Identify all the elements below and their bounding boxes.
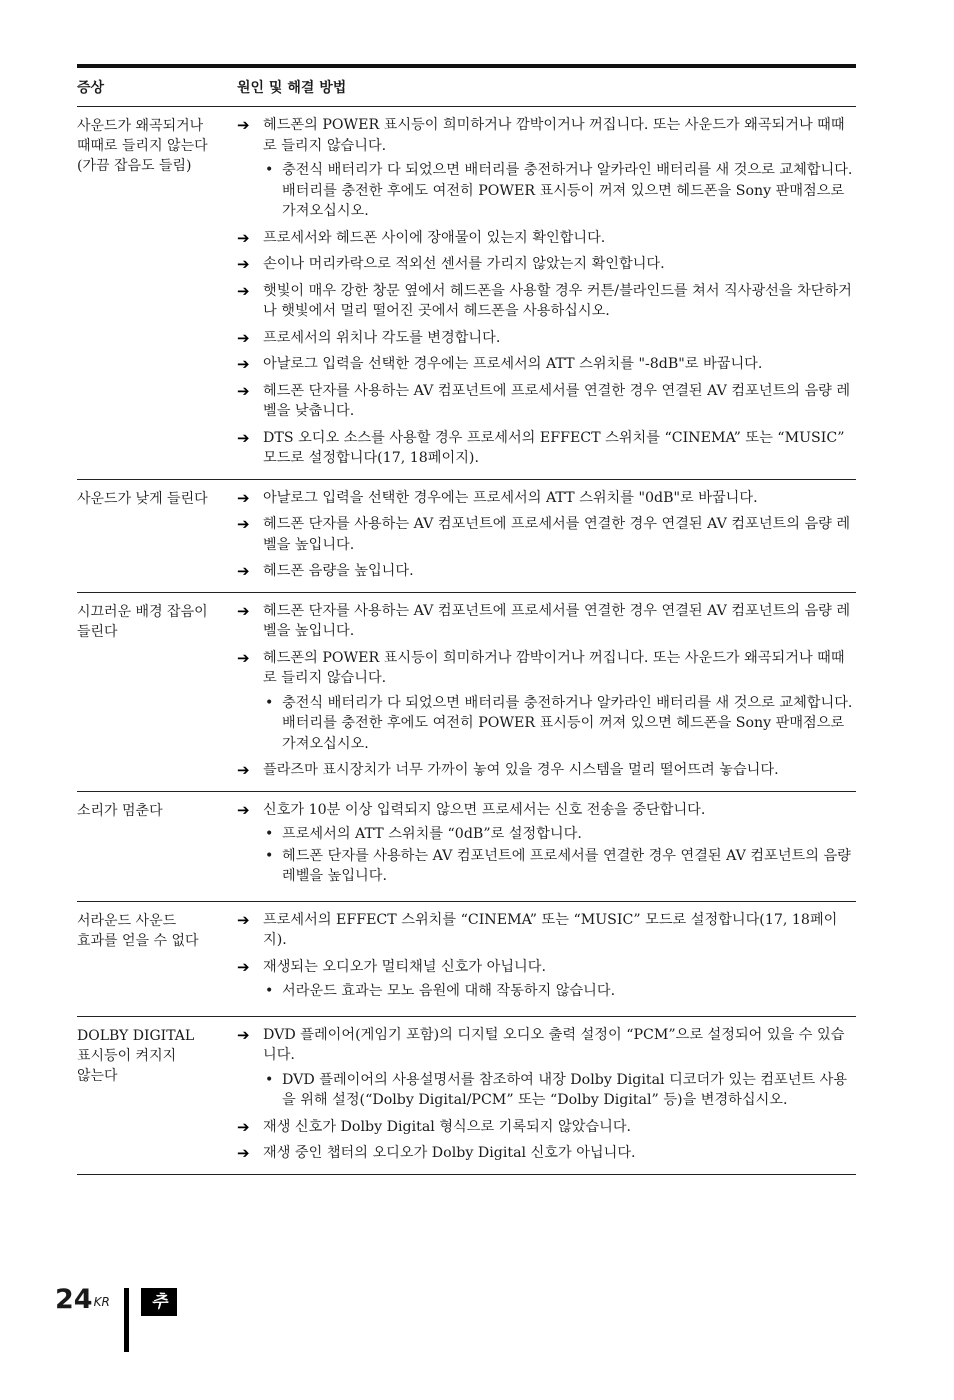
symptom-line: DOLBY DIGITAL [77,1027,195,1044]
solution-item [237,648,856,689]
page-suffix: KR [93,1295,110,1309]
arrow-right-icon: ➔ [237,1117,250,1136]
symptom-line: (가끔 잡음도 들림) [77,158,192,174]
solution-text: 프로세서와 헤드폰 사이에 장애물이 있는지 확인합니다. [263,229,606,246]
sub-item [263,160,856,222]
footer-divider [124,1288,129,1352]
solution-text: 헤드폰 단자를 사용하는 AV 컴포넌트에 프로세서를 연결한 경우 연결된 AV 컴포넌트의 음량 레벨을 높입니다. [263,516,851,553]
solution-cell [237,488,856,584]
sub-item [263,824,856,845]
symptom-line: 사운드가 왜곡되거나 [77,118,204,134]
solution-cell [237,800,856,893]
table-body [77,107,856,1175]
arrow-right-icon: ➔ [237,648,250,667]
table-row [77,107,856,480]
solution-item [237,800,856,821]
symptom-cell [77,115,237,471]
solution-item [237,1025,856,1066]
table-row [77,1017,856,1175]
arrow-right-icon: ➔ [237,428,250,447]
solution-text: 프로세서의 EFFECT 스위치를 “CINEMA” 또는 “MUSIC” 모드로 설정합니다(17, 18페이지). [263,911,838,948]
solution-cell [237,115,856,471]
arrow-right-icon: ➔ [237,116,250,134]
symptom-cell [77,910,237,1008]
sub-text: 충전식 배터리가 다 되었으면 배터리를 충전하거나 알카라인 배터리를 새 것으로 교체합니다. 배터리를 충전한 후에도 여전히 POWER 표시등이 꺼져 있으면 헤드폰을 Sony 판매점으로 가져오십시오. [282,162,853,219]
solution-item [237,760,856,781]
solution-item [237,514,856,555]
sub-item [263,1070,856,1111]
solution-cell [237,601,856,783]
bullet-icon: • [265,694,274,711]
sub-list [263,1070,856,1111]
table-row [77,480,856,593]
solution-item [237,488,856,509]
symptom-cell [77,800,237,893]
symptom-line: 시끄러운 배경 잡음이 [77,603,208,620]
solution-text: 헤드폰의 POWER 표시등이 희미하거나 깜박이거나 꺼집니다. 또는 사운드가 왜곡되거나 때때로 들리지 않습니다. [263,649,845,686]
arrow-right-icon: ➔ [237,910,250,929]
solution-text: 프로세서의 위치나 각도를 변경합니다. [263,329,501,346]
sub-text: 프로세서의 ATT 스위치를 “0dB”로 설정합니다. [282,826,582,842]
sub-list [263,693,856,755]
arrow-right-icon: ➔ [237,957,250,976]
symptom-cell [77,601,237,783]
solution-cell [237,910,856,1008]
symptom-line: 들린다 [77,623,118,640]
solution-item [237,328,856,349]
arrow-right-icon: ➔ [237,800,250,819]
page-number: $24^{KR}$ [55,1284,110,1315]
sub-list [263,981,856,1002]
troubleshooting-table [77,64,856,1175]
solution-text: DVD 플레이어(게임기 포함)의 디지털 오디오 출력 설정이 “PCM”으로 설정되어 있을 수 있습니다. [263,1026,845,1063]
symptom-line: 소리가 멈춘다 [77,802,163,819]
table-row [77,792,856,902]
bullet-icon: • [265,847,274,864]
solution-text: 헤드폰 단자를 사용하는 AV 컴포넌트에 프로세서를 연결한 경우 연결된 AV 컴포넌트의 음량 레벨을 높입니다. [263,602,851,639]
bullet-icon: • [265,826,274,842]
solution-text: 아날로그 입력을 선택한 경우에는 프로세서의 ATT 스위치를 "-8dB"로 바꿉니다. [263,356,763,372]
solution-text: 햇빛이 매우 강한 창문 옆에서 헤드폰을 사용할 경우 커튼/블라인드를 쳐서 직사광선을 차단하거나 햇빛에서 멀리 떨어진 곳에서 헤드폰을 사용하십시오. [263,282,852,319]
sub-text: DVD 플레이어의 사용설명서를 참조하여 내장 Dolby Digital 디코더가 있는 컴포넌트 사용을 위해 설정(“Dolby Digital/PCM” 또는 “Dolby Digital” 등)을 변경하십시오. [282,1071,848,1108]
solution-item [237,957,856,978]
header-solution: 원인 및 해결 방법 [237,80,347,96]
sub-item [263,846,856,887]
sub-list [263,824,856,887]
bullet-icon: • [265,983,274,999]
sub-text: 헤드폰 단자를 사용하는 AV 컴포넌트에 프로세서를 연결한 경우 연결된 AV 컴포넌트의 음량 레벨을 높입니다. [282,847,851,884]
arrow-right-icon: ➔ [237,1144,250,1162]
arrow-right-icon: ➔ [237,515,250,533]
solution-item [237,228,856,249]
section-badge: 추가 정보 [141,1288,177,1316]
arrow-right-icon: ➔ [237,228,250,247]
symptom-line: 때때로 들리지 않는다 [77,138,208,154]
solution-text: 신호가 10분 이상 입력되지 않으면 프로세서는 신호 전송을 중단합니다. [263,801,706,818]
symptom-cell [77,488,237,584]
solution-text: 헤드폰의 POWER 표시등이 희미하거나 깜박이거나 꺼집니다. 또는 사운드가 왜곡되거나 때때로 들리지 않습니다. [263,117,845,154]
bullet-icon: • [265,162,274,178]
table-row [77,593,856,792]
arrow-right-icon: ➔ [237,381,250,400]
symptom-line: 효과를 얻을 수 없다 [77,932,199,949]
solution-item [237,354,856,375]
solution-text: 손이나 머리카락으로 적외선 센서를 가리지 않았는지 확인합니다. [263,256,665,272]
sub-list [263,160,856,222]
solution-item [237,601,856,642]
solution-item [237,115,856,156]
symptom-cell [77,1025,237,1166]
solution-cell [237,1025,856,1166]
table-header [77,68,856,107]
solution-text: 재생되는 오디오가 멀티채널 신호가 아닙니다. [263,958,546,975]
symptom-line: 표시등이 켜지지 [77,1047,177,1064]
symptom-line: 서라운드 사운드 [77,912,177,929]
solution-item [237,1117,856,1138]
solution-text: 아날로그 입력을 선택한 경우에는 프로세서의 ATT 스위치를 "0dB"로 바꿉니다. [263,489,758,506]
symptom-line: 사운드가 낮게 들린다 [77,490,208,507]
solution-text: DTS 오디오 소스를 사용할 경우 프로세서의 EFFECT 스위치를 “CINEMA” 또는 “MUSIC” 모드로 설정합니다(17, 18페이지). [263,429,845,466]
arrow-right-icon: ➔ [237,281,250,300]
sub-item [263,981,856,1002]
arrow-right-icon: ➔ [237,355,250,373]
arrow-right-icon: ➔ [237,488,250,507]
solution-item [237,1143,856,1164]
solution-text: 플라즈마 표시장치가 너무 가까이 놓여 있을 경우 시스템을 멀리 떨어뜨려 놓습니다. [263,762,779,778]
solution-item [237,561,856,582]
solution-item [237,381,856,422]
solution-text: 재생 중인 챕터의 오디오가 Dolby Digital 신호가 아닙니다. [263,1145,636,1161]
arrow-right-icon: ➔ [237,255,250,273]
arrow-right-icon: ➔ [237,601,250,620]
solution-item [237,254,856,275]
symptom-line: 않는다 [77,1067,118,1084]
arrow-right-icon: ➔ [237,328,250,347]
solution-item [237,910,856,951]
solution-text: 재생 신호가 Dolby Digital 형식으로 기록되지 않았습니다. [263,1118,632,1135]
sub-item [263,693,856,755]
bullet-icon: • [265,1071,274,1088]
sub-text: 충전식 배터리가 다 되었으면 배터리를 충전하거나 알카라인 배터리를 새 것으로 교체합니다. 배터리를 충전한 후에도 여전히 POWER 표시등이 꺼져 있으면 헤드폰을 Sony 판매점으로 가져오십시오. [282,694,853,752]
sub-text: 서라운드 효과는 모노 음원에 대해 작동하지 않습니다. [282,983,616,999]
solution-text: 헤드폰 단자를 사용하는 AV 컴포넌트에 프로세서를 연결한 경우 연결된 AV 컴포넌트의 음량 레벨을 낮춥니다. [263,382,851,419]
solution-item [237,281,856,322]
header-symptom: 증상 [77,80,105,96]
solution-item [237,428,856,469]
arrow-right-icon: ➔ [237,761,250,779]
solution-text: 헤드폰 음량을 높입니다. [263,563,414,579]
arrow-right-icon: ➔ [237,562,250,580]
arrow-right-icon: ➔ [237,1025,250,1044]
table-row [77,902,856,1017]
